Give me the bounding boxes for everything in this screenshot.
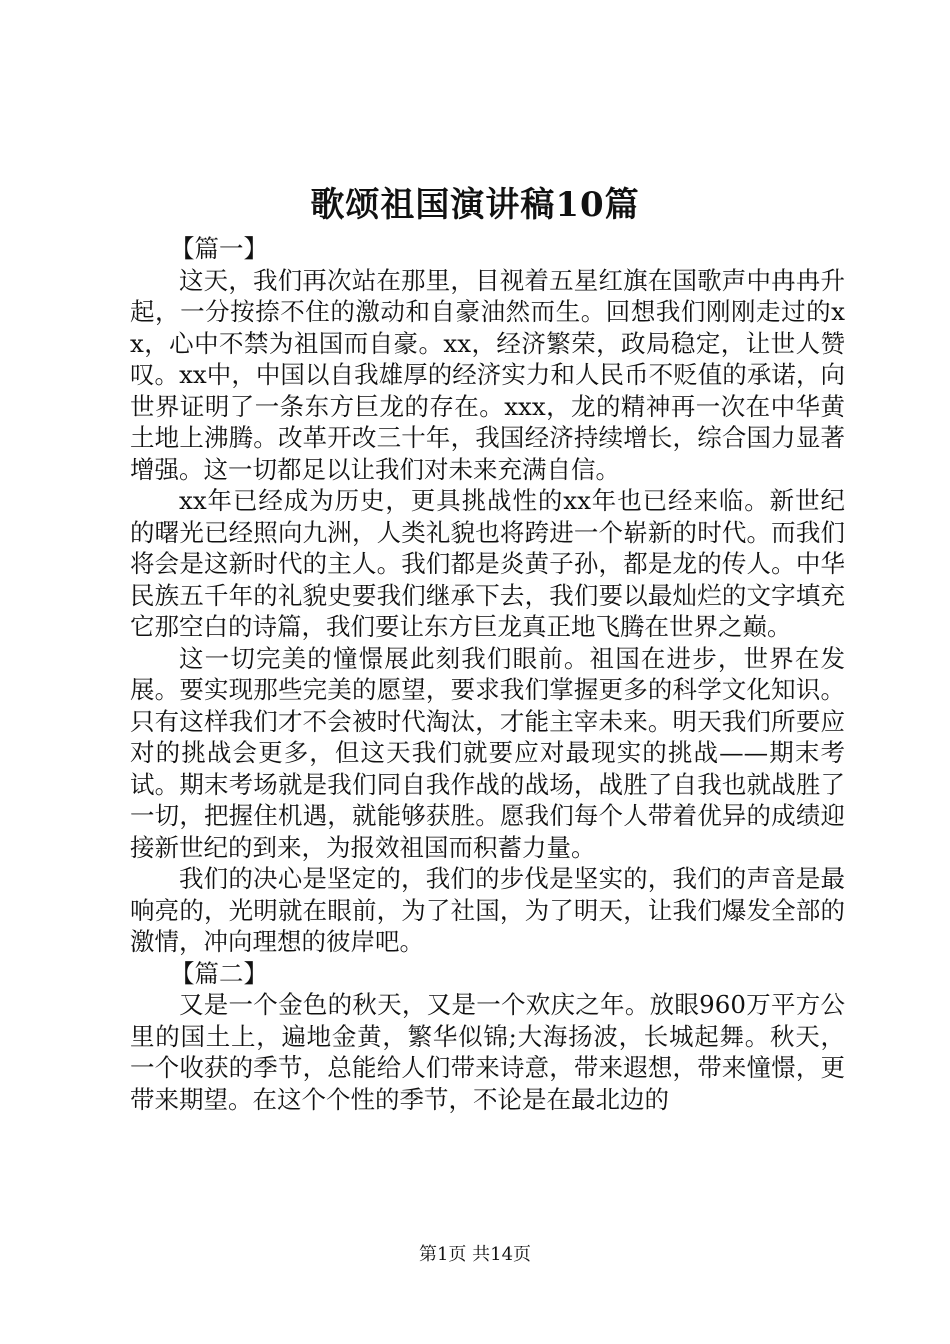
page-footer: 第1页 共14页 xyxy=(418,1244,532,1265)
document-body xyxy=(130,233,845,1115)
document-title: 歌颂祖国演讲稿10篇 xyxy=(310,185,640,225)
paragraph: xx年已经成为历史，更具挑战性的xx年也已经来临。新世纪的曙光已经照向九洲，人类礼貌也将跨进一个崭新的时代。而我们将会是这新时代的主人。我们都是炎黄子孙，都是龙的传人。中华民族五千年的礼貌史要我们继承下去，我们要以最灿烂的文字填充它那空白的诗篇，我们要让东方巨龙真正地飞腾在世界之巅。 xyxy=(130,486,845,641)
paragraph: 这一切完美的憧憬展此刻我们眼前。祖国在进步，世界在发展。要实现那些完美的愿望，要求我们掌握更多的科学文化知识。只有这样我们才不会被时代淘汰，才能主宰未来。明天我们所要应对的挑战会更多，但这天我们就要应对最现实的挑战——期末考试。期末考场就是我们同自我作战的战场，战胜了自我也就战胜了一切，把握住机遇，就能够获胜。愿我们每个人带着优异的成绩迎接新世纪的到来，为报效祖国而积蓄力量。 xyxy=(130,643,845,862)
paragraph: 又是一个金色的秋天，又是一个欢庆之年。放眼960万平方公里的国土上，遍地金黄，繁华似锦;大海扬波，长城起舞。秋天，一个收获的季节，总能给人们带来诗意，带来遐想，带来憧憬，更带来期望。在这个个性的季节，不论是在最北边的 xyxy=(130,990,845,1114)
paragraph: 我们的决心是坚定的，我们的步伐是坚实的，我们的声音是最响亮的，光明就在眼前，为了社国，为了明天，让我们爆发全部的激情，冲向理想的彼岸吧。 xyxy=(130,864,845,956)
section-heading: 【篇二】 xyxy=(170,958,268,988)
section-heading: 【篇一】 xyxy=(170,234,268,263)
paragraph: 这天，我们再次站在那里，目视着五星红旗在国歌声中冉冉升起，一分按捺不住的激动和自豪油然而生。回想我们刚刚走过的xx，心中不禁为祖国而自豪。xx，经济繁荣，政局稳定，让世人赞叹。xx中，中国以自我雄厚的经济实力和人民币不贬值的承诺，向世界证明了一条东方巨龙的存在。xxx，龙的精神再一次在中华黄土地上沸腾。改革开改三十年，我国经济持续增长，综合国力显著增强。这一切都足以让我们对未来充满自信。 xyxy=(130,265,845,484)
